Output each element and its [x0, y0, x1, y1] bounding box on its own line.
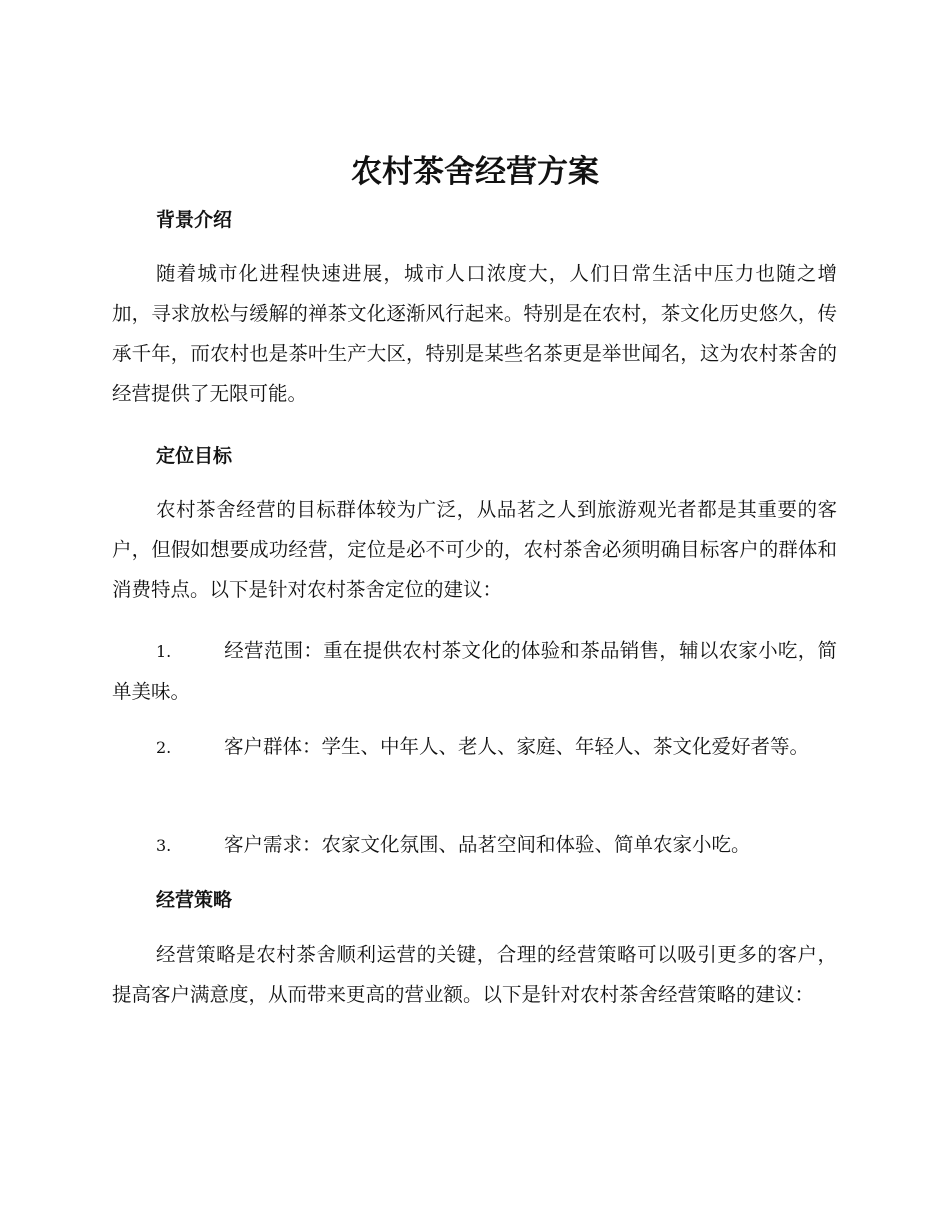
list-item-text: 经营范围：重在提供农村茶文化的体验和茶品销售，辅以农家小吃，简单美味。: [112, 639, 837, 703]
list-item: [112, 727, 837, 768]
list-item: [112, 631, 837, 712]
section-heading-background: 背景介绍: [156, 209, 233, 231]
list-item: [112, 825, 837, 866]
list-item-text: 客户群体：学生、中年人、老人、家庭、年轻人、茶文化爱好者等。: [224, 735, 810, 758]
page-title: 农村茶舍经营方案: [351, 154, 599, 190]
section-paragraph-positioning: 农村茶舍经营的目标群体较为广泛，从品茗之人到旅游观光者都是其重要的客户，但假如想要成功经营，定位是必不可少的，农村茶舍必须明确目标客户的群体和消费特点。以下是针对农村茶舍定位的建议：: [112, 498, 837, 601]
list-item-number: 2.: [156, 738, 172, 757]
section-paragraph-background: 随着城市化进程快速进展，城市人口浓度大，人们日常生活中压力也随之增加，寻求放松与缓解的禅茶文化逐渐风行起来。特别是在农村，茶文化历史悠久，传承千年，而农村也是茶叶生产大区，特别是某些名茶更是举世闻名，这为农村茶舍的经营提供了无限可能。: [112, 262, 837, 405]
section-paragraph-strategy: 经营策略是农村茶舍顺利运营的关键，合理的经营策略可以吸引更多的客户，提高客户满意度，从而带来更高的营业额。以下是针对农村茶舍经营策略的建议：: [112, 943, 837, 1006]
list-item-text: 客户需求：农家文化氛围、品茗空间和体验、简单农家小吃。: [224, 833, 751, 856]
section-heading-positioning: 定位目标: [156, 445, 233, 467]
list-item-number: 3.: [156, 836, 172, 855]
section-heading-strategy: 经营策略: [156, 889, 233, 911]
list-item-number: 1.: [156, 642, 172, 661]
